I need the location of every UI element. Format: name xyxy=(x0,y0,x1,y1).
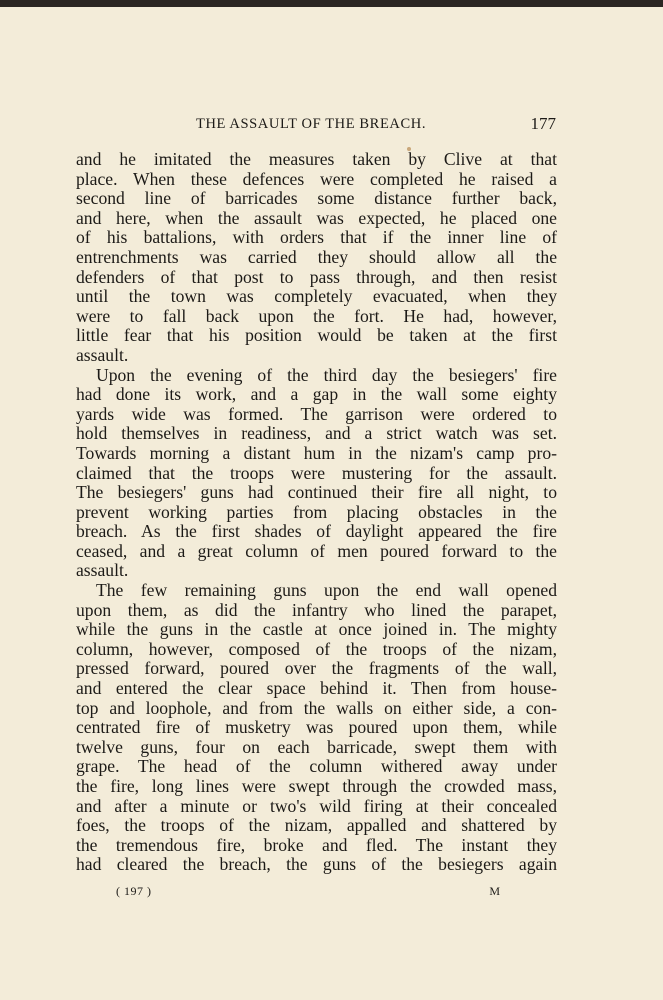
text-line: until the town was completely evacuated, when they xyxy=(76,286,557,307)
text-line: and entered the clear space behind it. Then from house- xyxy=(76,678,557,699)
text-line: column, however, composed of the troops of the nizam, xyxy=(76,638,557,659)
text-line: breach. As the first shades of daylight appeared the fire xyxy=(76,521,557,542)
text-line: yards wide was formed. The garrison were ordered to xyxy=(76,403,557,424)
text-line: had cleared the breach, the guns of the besiegers again xyxy=(76,854,557,875)
text-line: second line of barricades some distance further back, xyxy=(76,188,557,209)
text-line: the tremendous fire, broke and fled. The instant they xyxy=(76,834,557,855)
text-line: The besiegers' guns had continued their fire all night, to xyxy=(76,482,557,503)
text-line: pressed forward, poured over the fragments of the wall, xyxy=(76,658,557,679)
text-line: place. When these defences were completed he raised a xyxy=(76,168,557,189)
text-line: claimed that the troops were mustering for the assault. xyxy=(76,462,557,483)
text-line: had done its work, and a gap in the wall some eighty xyxy=(76,384,557,405)
signature-mark: ( 197 ) xyxy=(116,884,152,898)
text-line: little fear that his position would be taken at the first xyxy=(76,325,557,346)
text-line: Upon the evening of the third day the besiegers' fire xyxy=(96,364,557,385)
text-line: assault. xyxy=(76,344,129,365)
text-line: while the guns in the castle at once joined in. The mighty xyxy=(76,619,557,640)
text-line: and here, when the assault was expected, he placed one xyxy=(76,207,557,228)
page-number: 177 xyxy=(530,114,556,133)
text-line: foes, the troops of the nizam, appalled and shattered by xyxy=(76,815,557,836)
text-line: ceased, and a great column of men poured forward to the xyxy=(76,540,557,561)
signature-letter: M xyxy=(489,884,500,898)
body-text xyxy=(76,150,557,875)
running-title: THE ASSAULT OF THE BREACH. xyxy=(196,116,427,132)
text-line: prevent working parties from placing obstacles in the xyxy=(76,501,557,522)
page-footer xyxy=(76,884,500,902)
text-line: assault. xyxy=(76,560,129,581)
text-line: the fire, long lines were swept through the crowded mass, xyxy=(76,776,557,796)
text-line: hold themselves in readiness, and a strict watch was set. xyxy=(76,423,557,444)
text-line: twelve guns, four on each barricade, swept them with xyxy=(76,736,557,757)
text-line: grape. The head of the column withered away under xyxy=(76,756,557,777)
page-top-edge xyxy=(0,0,663,7)
text-line: The few remaining guns upon the end wall opened xyxy=(96,580,557,601)
text-line: defenders of that post to pass through, and then resist xyxy=(76,266,557,287)
text-line: upon them, as did the infantry who lined the parapet, xyxy=(76,599,557,620)
text-line: top and loophole, and from the walls on either side, a con- xyxy=(76,697,557,718)
running-header xyxy=(196,114,558,136)
text-line: of his battalions, with orders that if the inner line of xyxy=(76,227,557,248)
text-line: Towards morning a distant hum in the nizam's camp pro- xyxy=(76,442,557,463)
text-line: were to fall back upon the fort. He had, however, xyxy=(76,305,557,326)
text-line: and after a minute or two's wild firing at their concealed xyxy=(76,795,557,816)
text-line: and he imitated the measures taken by Clive at that xyxy=(76,149,557,169)
text-line: entrenchments was carried they should allow all the xyxy=(76,246,557,267)
text-line: centrated fire of musketry was poured upon them, while xyxy=(76,717,557,738)
